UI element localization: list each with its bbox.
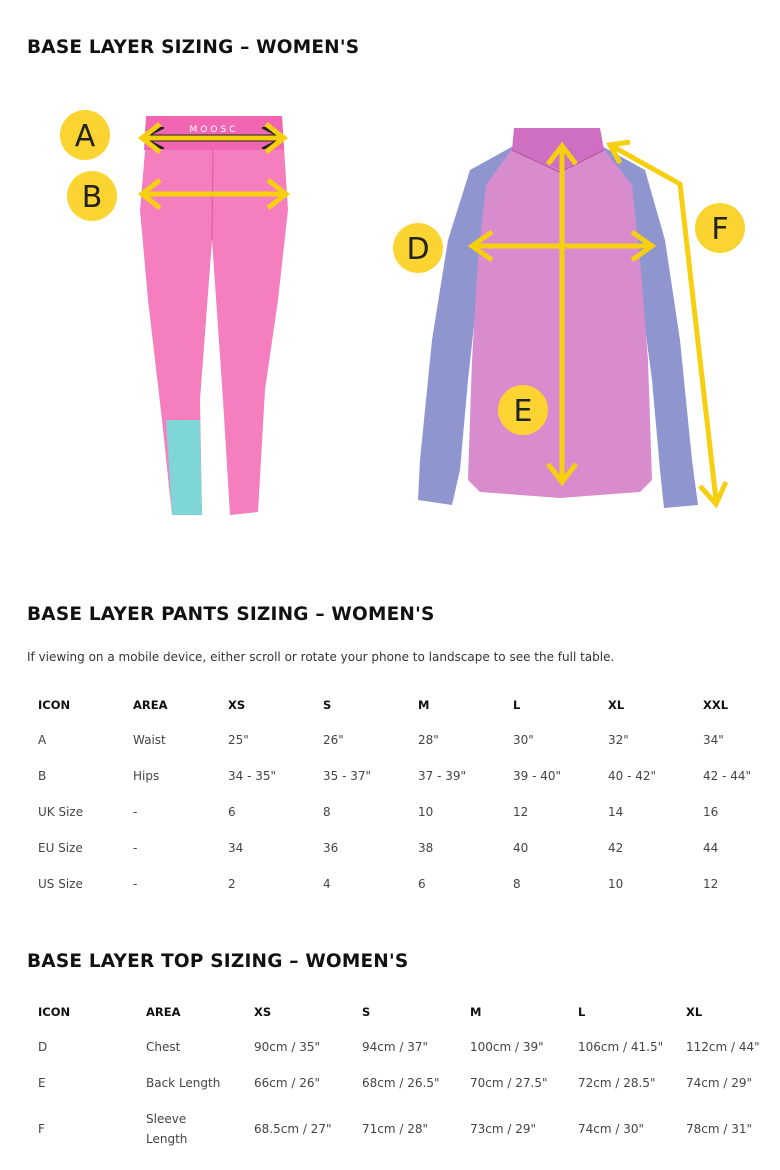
pants-sizing-heading: BASE LAYER PANTS SIZING – WOMEN'S xyxy=(27,604,435,625)
table-cell: 4 xyxy=(323,877,331,891)
table-cell: 66cm / 26" xyxy=(254,1076,321,1090)
table-cell: 71cm / 28" xyxy=(362,1122,429,1136)
table-cell: 39 - 40" xyxy=(513,769,562,783)
table-cell: 74cm / 29" xyxy=(686,1076,753,1090)
top-sizing-heading: BASE LAYER TOP SIZING – WOMEN'S xyxy=(27,951,409,972)
table-cell: 10 xyxy=(608,877,624,891)
column-header: S xyxy=(362,1005,371,1019)
table-cell: 26" xyxy=(323,733,344,747)
table-cell: 100cm / 39" xyxy=(470,1040,544,1054)
table-cell: 30" xyxy=(513,733,534,747)
svg-text:F: F xyxy=(711,212,729,247)
table-cell: 38 xyxy=(418,841,434,855)
table-cell: 14 xyxy=(608,805,624,819)
table-cell: UK Size xyxy=(38,805,84,819)
table-cell: 44 xyxy=(703,841,719,855)
table-row xyxy=(38,866,768,902)
marker-b xyxy=(67,171,117,221)
table-cell: 37 - 39" xyxy=(418,769,467,783)
column-header: AREA xyxy=(133,698,168,712)
table-cell: US Size xyxy=(38,877,83,891)
table-row xyxy=(38,1065,770,1101)
table-row xyxy=(38,1101,770,1157)
marker-d xyxy=(393,223,443,273)
column-header: L xyxy=(578,1005,586,1019)
table-cell: 8 xyxy=(513,877,521,891)
pants-sizing-table xyxy=(38,688,768,902)
marker-f xyxy=(695,203,745,253)
marker-a xyxy=(60,110,110,160)
table-cell xyxy=(146,1101,254,1157)
table-cell: B xyxy=(38,769,47,783)
mobile-note: If viewing on a mobile device, either scroll or rotate your phone to landscape to see the full table. xyxy=(27,650,615,664)
table-cell: 6 xyxy=(228,805,236,819)
table-cell: A xyxy=(38,733,47,747)
table-cell: Hips xyxy=(133,769,160,783)
table-cell: 90cm / 35" xyxy=(254,1040,321,1054)
table-cell: 112cm / 44" xyxy=(686,1040,760,1054)
column-header: XS xyxy=(228,698,246,712)
svg-text:E: E xyxy=(513,394,533,429)
table-cell: - xyxy=(133,805,138,819)
column-header: ICON xyxy=(38,1005,71,1019)
table-cell: 42 xyxy=(608,841,624,855)
waistband-logo: MOOSC xyxy=(189,125,239,135)
column-header: S xyxy=(323,698,332,712)
column-header: XL xyxy=(686,1005,703,1019)
table-cell: 32" xyxy=(608,733,629,747)
table-cell: 34 xyxy=(228,841,244,855)
column-header: M xyxy=(470,1005,482,1019)
sleeve-length-label: Sleeve Length xyxy=(146,1112,188,1146)
table-cell: 36 xyxy=(323,841,339,855)
table-cell: EU Size xyxy=(38,841,83,855)
column-header: M xyxy=(418,698,430,712)
table-cell: 40 xyxy=(513,841,529,855)
table-cell: 8 xyxy=(323,805,331,819)
table-cell: D xyxy=(38,1040,48,1054)
table-cell: - xyxy=(133,841,138,855)
table-cell: Chest xyxy=(146,1040,181,1054)
table-cell: 78cm / 31" xyxy=(686,1122,753,1136)
table-cell: 40 - 42" xyxy=(608,769,657,783)
table-cell: - xyxy=(133,877,138,891)
table-row xyxy=(38,1029,770,1065)
table-cell: 2 xyxy=(228,877,236,891)
leggings-image xyxy=(140,116,288,515)
top-image xyxy=(418,128,698,508)
table-row xyxy=(38,830,768,866)
page-title: BASE LAYER SIZING – WOMEN'S xyxy=(27,37,360,58)
table-row xyxy=(38,758,768,794)
marker-e xyxy=(498,385,548,435)
table-cell: 74cm / 30" xyxy=(578,1122,645,1136)
table-cell: 16 xyxy=(703,805,719,819)
table-cell: 12 xyxy=(513,805,529,819)
column-header: XXL xyxy=(703,698,729,712)
table-cell: 34 - 35" xyxy=(228,769,277,783)
table-cell: 70cm / 27.5" xyxy=(470,1076,548,1090)
table-cell: 73cm / 29" xyxy=(470,1122,537,1136)
table-cell: Waist xyxy=(133,733,166,747)
table-cell: 68cm / 26.5" xyxy=(362,1076,440,1090)
table-cell: Back Length xyxy=(146,1076,221,1090)
column-header: L xyxy=(513,698,521,712)
table-cell: 94cm / 37" xyxy=(362,1040,429,1054)
table-cell: 25" xyxy=(228,733,249,747)
table-cell: 6 xyxy=(418,877,426,891)
table-row xyxy=(38,794,768,830)
column-header: ICON xyxy=(38,698,71,712)
table-cell: 68.5cm / 27" xyxy=(254,1122,332,1136)
top-sizing-table xyxy=(38,995,770,1157)
table-cell: 12 xyxy=(703,877,719,891)
table-row xyxy=(38,722,768,758)
column-header: XL xyxy=(608,698,625,712)
svg-text:D: D xyxy=(406,232,430,267)
table-cell: F xyxy=(38,1122,45,1136)
column-header: AREA xyxy=(146,1005,181,1019)
table-cell: 10 xyxy=(418,805,434,819)
table-header-row xyxy=(38,688,768,722)
table-cell: 34" xyxy=(703,733,724,747)
svg-text:B: B xyxy=(81,180,103,215)
table-header-row xyxy=(38,995,770,1029)
table-cell: 72cm / 28.5" xyxy=(578,1076,656,1090)
column-header: XS xyxy=(254,1005,272,1019)
sizing-illustration xyxy=(0,90,780,530)
table-cell: 42 - 44" xyxy=(703,769,752,783)
table-cell: 28" xyxy=(418,733,439,747)
svg-text:A: A xyxy=(74,119,96,154)
table-cell: 35 - 37" xyxy=(323,769,372,783)
table-cell: E xyxy=(38,1076,46,1090)
table-cell: 106cm / 41.5" xyxy=(578,1040,664,1054)
